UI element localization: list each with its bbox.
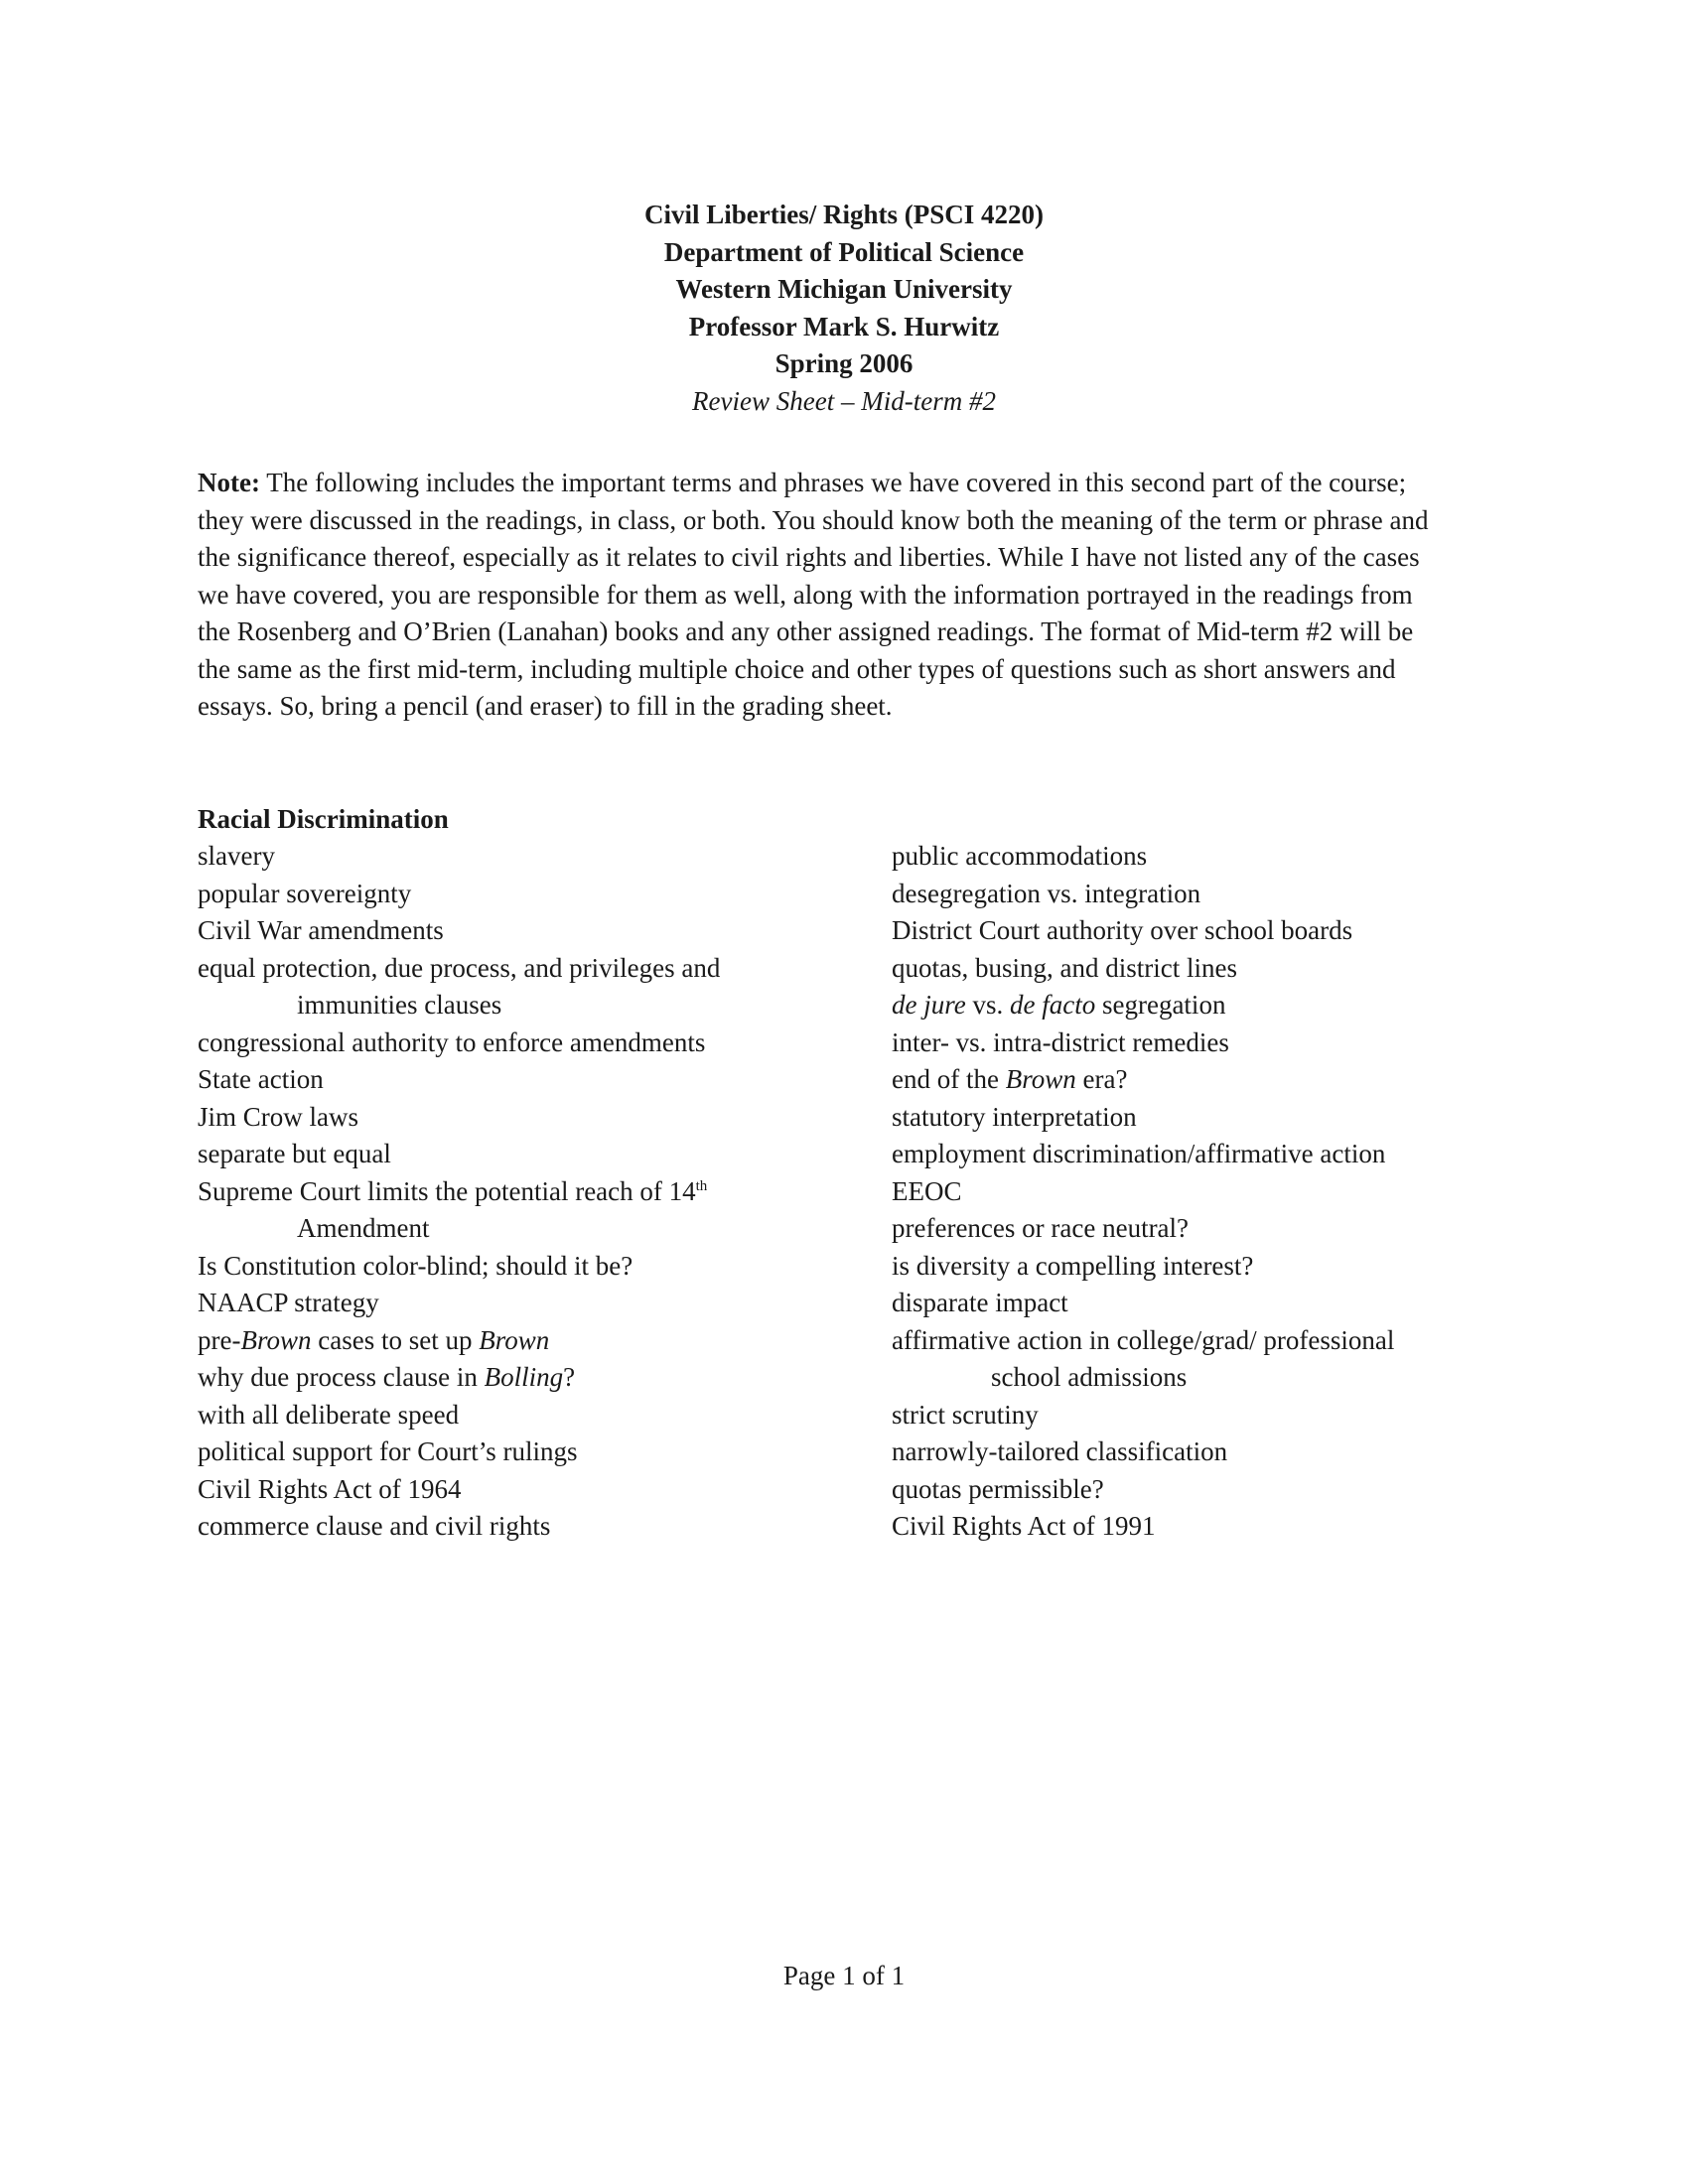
term-item: quotas, busing, and district lines [892,952,1237,983]
term-item: Jim Crow laws [198,1101,358,1132]
term-item-continuation: school admissions [991,1362,1188,1392]
term-item: inter- vs. intra-district remedies [892,1026,1229,1057]
case-name: Bolling [484,1362,564,1392]
note-text: The following includes the important terms and phrases we have covered in this second part of the course; they were discussed in the readings, in class, or both. You should know both the meaning of the term or phrase and the significance thereof, especially as it relates to civil rights and liberties. While I have not listed any of the cases we have covered, you are responsible for them as well, along with the information portrayed in the readings from the Rosenberg and O’Brien (Lanahan) books and any other assigned readings. The format of Mid-term #2 will be the same as the first mid-term, including multiple choice and other types of questions such as short answers and essays. So, bring a pencil (and eraser) to fill in the grading sheet. [198,468,1429,721]
term-item: District Court authority over school boards [892,915,1353,945]
professor-name: Professor Mark S. Hurwitz [688,311,1000,341]
section-title: Racial Discrimination [198,804,449,834]
term: Spring 2006 [774,348,914,378]
term-item [892,1061,1487,1099]
department-name: Department of Political Science [663,236,1025,267]
document-subtitle: Review Sheet – Mid-term #2 [692,385,996,416]
term-item: quotas permissible? [892,1473,1104,1504]
term-item: Civil Rights Act of 1964 [198,1473,462,1504]
term-item: Is Constitution color-blind; should it be? [198,1250,633,1281]
term-item: State action [198,1064,324,1094]
term-item: slavery [198,841,275,871]
term-item: preferences or race neutral? [892,1213,1190,1243]
note-label: Note: [198,468,260,497]
course-title: Civil Liberties/ Rights (PSCI 4220) [644,200,1044,229]
term-text: end of the [892,1064,1006,1094]
term-item: public accommodations [892,841,1148,871]
term-item: desegregation vs. integration [892,878,1201,908]
term-text: Supreme Court limits the potential reach of 14 [198,1175,696,1206]
term-item: Civil Rights Act of 1991 [892,1511,1156,1541]
term-text: pre- [198,1324,241,1355]
term-item: political support for Court’s rulings [198,1436,578,1466]
term-item: congressional authority to enforce amendments [198,1026,706,1057]
terms-right-column [892,838,1487,1546]
page-footer: Page 1 of 1 [782,1961,906,1990]
term-item [198,1173,833,1211]
term-item: Civil War amendments [198,915,444,945]
term-item: commerce clause and civil rights [198,1511,551,1541]
term-text: vs. [965,990,1010,1020]
term-text: cases to set up [311,1324,480,1355]
term-item [198,1359,833,1397]
term-item: popular sovereignty [198,878,412,908]
note-paragraph [198,465,1451,726]
term-text: why due process clause in [198,1362,485,1392]
term-item: separate but equal [198,1139,391,1168]
term-item: narrowly-tailored classification [892,1436,1228,1466]
term-item: employment discrimination/affirmative action [892,1139,1386,1168]
term-item: statutory interpretation [892,1101,1137,1132]
term-text: segregation [1095,990,1226,1020]
term-text: era? [1075,1064,1128,1094]
term-item: is diversity a compelling interest? [892,1250,1254,1281]
superscript: th [695,1177,708,1194]
term-item: equal protection, due process, and privileges and [198,952,721,983]
case-name: Brown [479,1324,550,1355]
term-item: strict scrutiny [892,1399,1039,1430]
term-item-continuation: immunities clauses [297,990,502,1020]
university-name: Western Michigan University [675,274,1013,304]
term-item: with all deliberate speed [198,1399,460,1430]
term-item: EEOC [892,1175,962,1206]
term-item [892,987,1487,1024]
case-name: Brown [1005,1064,1076,1094]
term-item [198,1322,833,1360]
case-name: Brown [240,1324,312,1355]
term-text: ? [563,1362,576,1392]
terms-left-column [198,838,833,1546]
latin-term: de jure [892,990,966,1020]
term-item: NAACP strategy [198,1288,379,1317]
latin-term: de facto [1010,990,1096,1020]
document-header [0,197,1688,420]
term-item: affirmative action in college/grad/ professional [892,1324,1395,1355]
term-item-continuation: Amendment [297,1213,430,1243]
term-item: disparate impact [892,1288,1068,1317]
